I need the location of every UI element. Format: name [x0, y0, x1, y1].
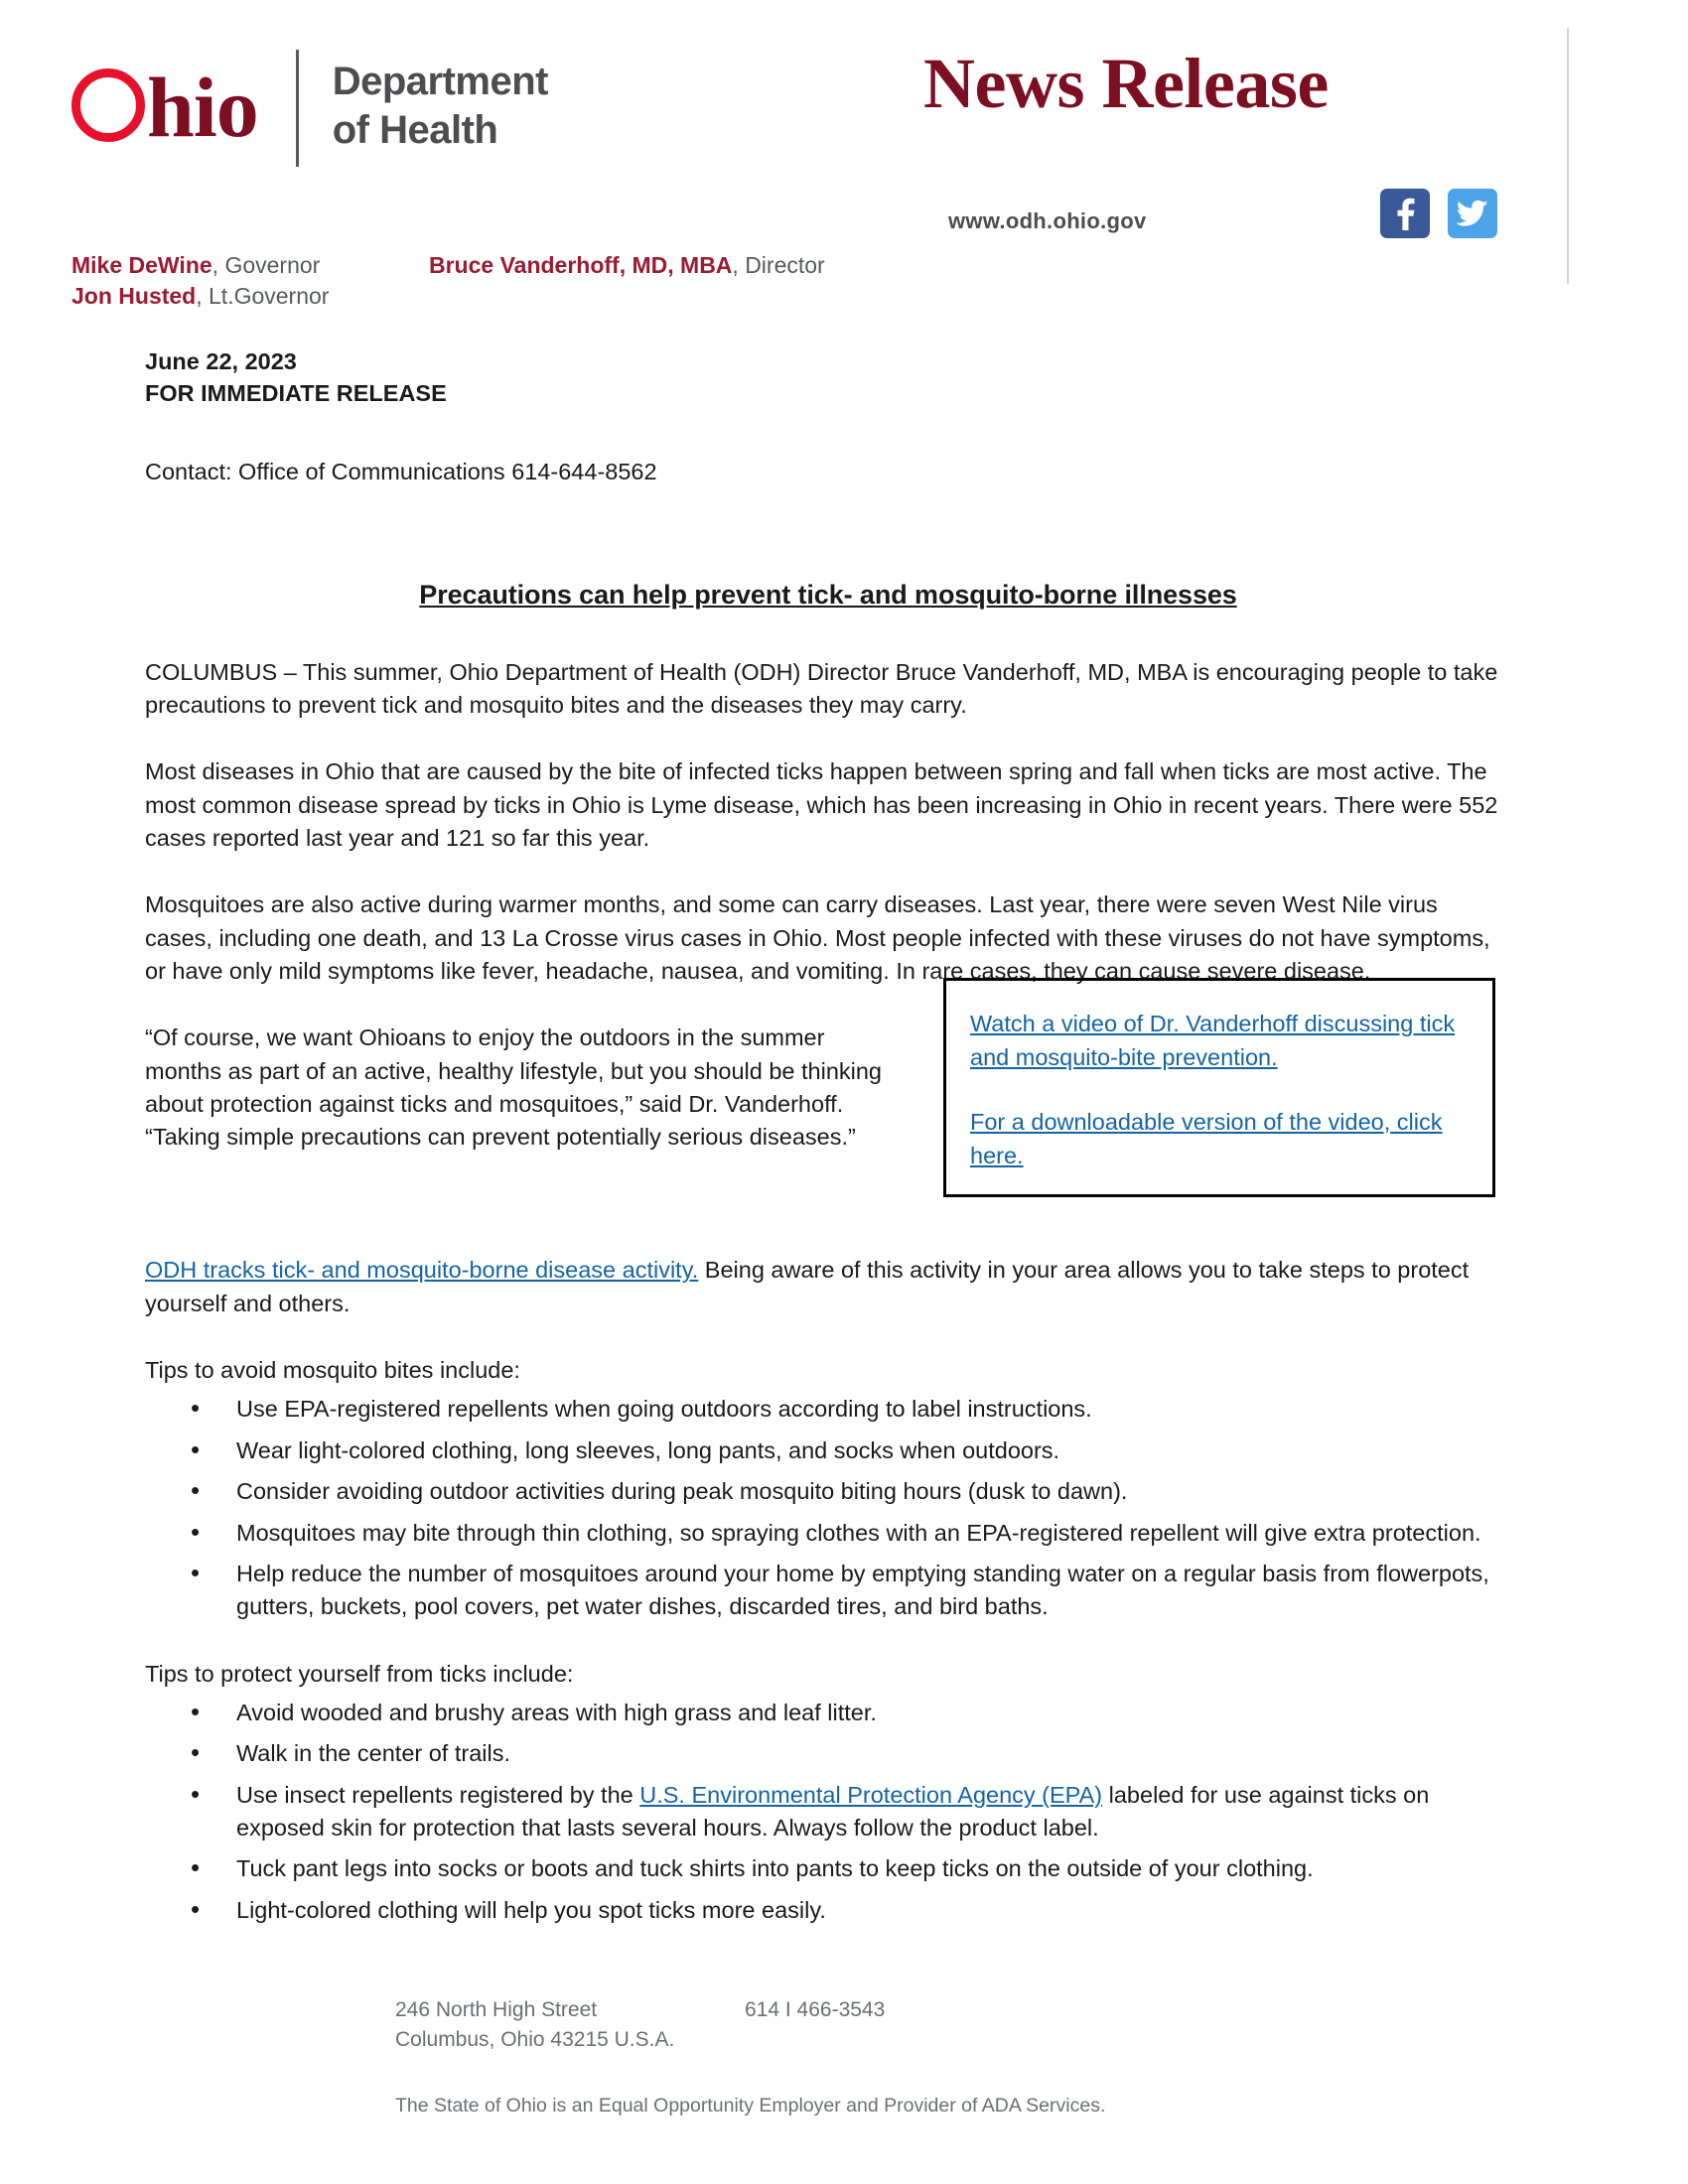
- tracks-rest-text: Being aware of this activity in your area allows you to take steps to protect yourself and others.: [145, 1257, 1470, 1316]
- ohio-wordmark: [71, 60, 258, 155]
- governor-title: , Governor: [211, 252, 321, 278]
- download-video-link[interactable]: For a downloadable version of the video, click here.: [970, 1108, 1443, 1168]
- list-item: • Mosquitoes may bite through thin clothing, so spraying clothes with an EPA-registered repellent will give extra protection.: [145, 1517, 1511, 1550]
- list-item: • Light-colored clothing will help you spot ticks more easily.: [145, 1894, 1511, 1927]
- release-body: [145, 345, 1511, 1927]
- contact-line: Contact: Office of Communications 614-644-8562: [145, 458, 657, 484]
- department-line-1: Department: [332, 60, 548, 104]
- twitter-icon[interactable]: [1448, 189, 1497, 238]
- director-title: , Director: [732, 252, 825, 278]
- governors-column: [71, 250, 429, 312]
- news-release-title: News Release: [923, 44, 1329, 123]
- paragraph-1: COLUMBUS – This summer, Ohio Department of Health (ODH) Director Bruce Vanderhoff, MD, MBA is encouraging people to take precautions to prevent tick and mosquito bites and the diseases they may carry.: [145, 658, 1498, 718]
- director-column: [429, 250, 825, 281]
- lt-governor-title: , Lt.Governor: [196, 283, 330, 310]
- mosquito-tips-list: [145, 1393, 1511, 1623]
- mosquito-tips-intro: Tips to avoid mosquito bites include:: [145, 1357, 520, 1384]
- tick-tips-intro: Tips to protect yourself from ticks include:: [145, 1660, 574, 1687]
- page-footer: [395, 1995, 1388, 2117]
- release-date: June 22, 2023: [145, 348, 297, 374]
- footer-contact-grid: [395, 1995, 1388, 2055]
- page-title: Precautions can help prevent tick- and mosquito-borne illnesses: [419, 580, 1237, 611]
- list-item: • Use EPA-registered repellents when going outdoors according to label instructions.: [145, 1393, 1511, 1426]
- ohio-wordmark-text: hio: [147, 60, 258, 155]
- epa-link[interactable]: U.S. Environmental Protection Agency (EPA): [639, 1781, 1103, 1808]
- video-links-box: [943, 978, 1495, 1196]
- list-item: [145, 1779, 1511, 1845]
- facebook-icon[interactable]: [1380, 189, 1430, 238]
- ohio-department-of-health-logo: [71, 48, 548, 165]
- footer-phone: 614 I 466-3543: [745, 1998, 886, 2021]
- footer-address-line-2: Columbus, Ohio 43215 U.S.A.: [395, 2027, 675, 2051]
- list-item: • Walk in the center of trails.: [145, 1737, 1511, 1770]
- logo-divider: [296, 50, 299, 167]
- video-link-2-paragraph: [970, 1105, 1473, 1172]
- watch-video-link[interactable]: Watch a video of Dr. Vanderhoff discussing tick and mosquito-bite prevention.: [970, 1011, 1456, 1071]
- equal-opportunity-statement: The State of Ohio is an Equal Opportunity Employer and Provider of ADA Services.: [395, 2094, 1106, 2116]
- odh-tracks-link[interactable]: ODH tracks tick- and mosquito-borne disease activity.: [145, 1257, 699, 1284]
- director-line: [429, 250, 825, 281]
- tick-tips-list: [145, 1697, 1511, 1927]
- header-website-url: www.odh.ohio.gov: [948, 208, 1147, 233]
- department-line-2: of Health: [332, 108, 498, 152]
- video-link-1-paragraph: [970, 1007, 1473, 1074]
- header-vertical-rule: [1567, 28, 1569, 284]
- list-item: • Consider avoiding outdoor activities during peak mosquito biting hours (dusk to dawn).: [145, 1475, 1511, 1508]
- lt-governor-name: Jon Husted: [71, 283, 197, 310]
- paragraph-3: Mosquitoes are also active during warmer months, and some can carry diseases. Last year, there were seven West Nile virus cases, including one death, and 13 La Crosse virus cases in Ohio. Most people infected with these viruses do not have symptoms, or have only mild symptoms like fever, headache, nausea, and vomiting. In rare cases, they can cause severe disease.: [145, 891, 1490, 985]
- list-item: • Help reduce the number of mosquitoes around your home by emptying standing water on a regular basis from flowerpots, gutters, buckets, pool covers, pet water dishes, discarded tires, and bird baths.: [145, 1558, 1511, 1624]
- officials-block: [0, 250, 1688, 312]
- quote-and-links-row: [145, 1011, 1511, 1220]
- list-item: • Wear light-colored clothing, long sleeves, long pants, and socks when outdoors.: [145, 1434, 1511, 1467]
- director-name: Bruce Vanderhoff, MD, MBA: [429, 252, 733, 278]
- for-immediate-release: FOR IMMEDIATE RELEASE: [145, 380, 447, 407]
- epa-item-prefix: Use insect repellents registered by the: [236, 1781, 640, 1808]
- paragraph-2: Most diseases in Ohio that are caused by the bite of infected ticks happen between spring and fall when ticks are most active. The most common disease spread by ticks in Ohio is Lyme disease, which has been increasing in Ohio in recent years. There were 552 cases reported last year and 121 so far this year.: [145, 758, 1498, 851]
- governor-line: [71, 250, 429, 281]
- epa-item-suffix: labeled for use against ticks on exposed skin for protection that lasts several hours. Always follow the product label.: [236, 1781, 1430, 1842]
- ohio-o-ring-icon: [71, 68, 145, 142]
- director-quote: “Of course, we want Ohioans to enjoy the outdoors in the summer months as part of an active, healthy lifestyle, but you should be thinking about protection against ticks and mosquitoes,” said Dr. Vanderhoff. “Taking simple precautions can prevent potentially serious diseases.”: [145, 1024, 882, 1151]
- governor-name: Mike DeWine: [71, 252, 212, 278]
- list-item: • Tuck pant legs into socks or boots and tuck shirts into pants to keep ticks on the outside of your clothing.: [145, 1852, 1511, 1885]
- department-name: [333, 58, 548, 155]
- footer-address: [395, 1995, 745, 2055]
- lt-governor-line: [71, 281, 429, 312]
- social-links: [1380, 189, 1497, 238]
- list-item: • Avoid wooded and brushy areas with high grass and leaf litter.: [145, 1697, 1511, 1729]
- tracks-paragraph: [145, 1254, 1511, 1320]
- footer-address-line-1: 246 North High Street: [395, 1998, 598, 2021]
